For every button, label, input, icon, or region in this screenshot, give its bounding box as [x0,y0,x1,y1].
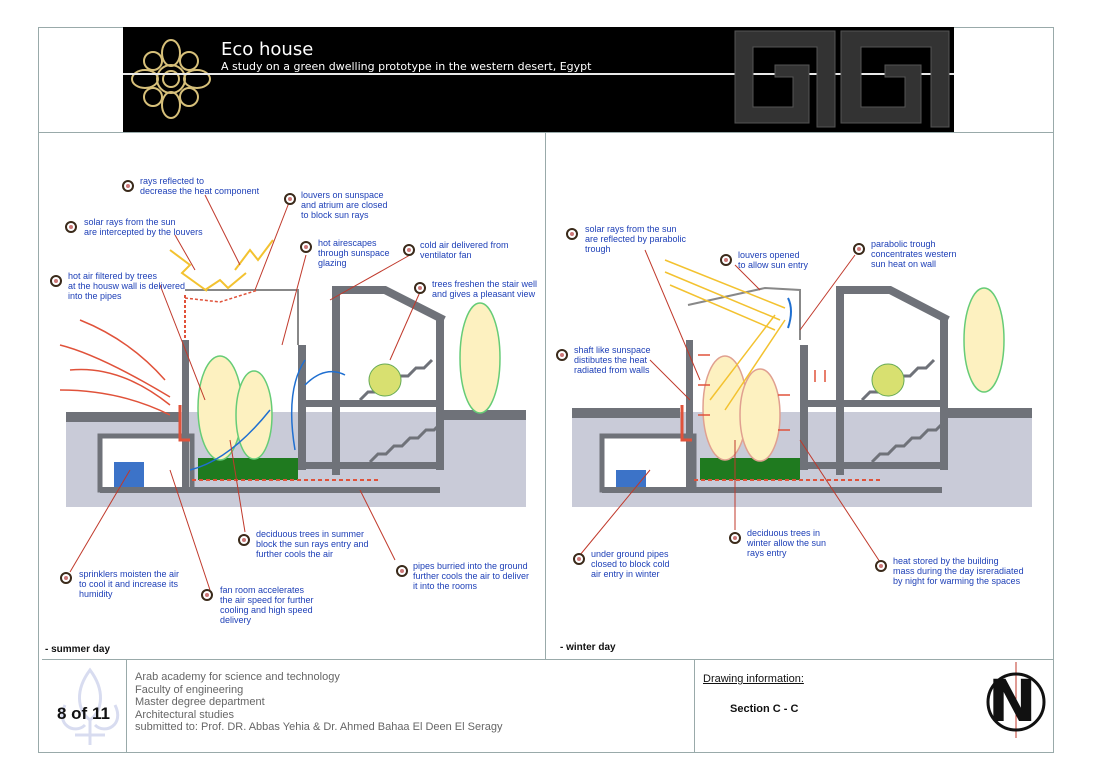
label-deciduous-winter: deciduous trees in winter allow the sun rays entry [747,528,827,558]
target-marker-icon [300,241,312,253]
target-marker-icon [65,221,77,233]
target-marker-icon [556,349,568,361]
label-shaft-sunspace: shaft like sunspace distibutes the heat radiated from walls [574,345,651,375]
label-solar-intercepted: solar rays from the sun are intercepted by the louvers [84,217,203,237]
target-marker-icon [403,244,415,256]
label-louvers-opened: louvers opened to allow sun entry [738,250,809,270]
label-underground-pipes: under ground pipes closed to block cold air entry in winter [591,549,670,579]
label-fan-room: fan room accelerates the air speed for further cooling and high speed delivery [220,585,314,625]
page-title: Eco house [221,39,314,60]
footer-divider-2 [694,659,695,753]
label-parabolic-trough: parabolic trough concentrates western sun heat on wall [871,239,957,269]
target-marker-icon [201,589,213,601]
page-number: 8 of 11 [57,704,110,723]
target-marker-icon [50,275,62,287]
page-subtitle: A study on a green dwelling prototype in the western desert, Egypt [221,60,592,73]
label-pipes-burried: pipes burried into the ground further cools the air to deliver it into the rooms [413,561,530,591]
section-label: Section C - C [730,703,799,715]
label-hot-air-escapes: hot airescapes through sunspace glazing [318,238,390,268]
target-marker-icon [720,254,732,266]
target-marker-icon [853,243,865,255]
label-heat-stored: heat stored by the building mass during the day isreradiated by night for warming the spaces [893,556,1024,586]
label-louvers-closed: louvers on sunspace and atrium are closed to block sun rays [301,190,388,220]
label-sprinklers: sprinklers moisten the air to cool it and increase its humidity [79,569,180,599]
label-solar-reflected: solar rays from the sun are reflected by parabolic trough [585,224,687,254]
summer-caption: - summer day [45,644,111,655]
label-hot-air-filtered: hot air filtered by trees at the housw wall is delivered into the pipes [68,271,186,301]
drawing-information-label: Drawing information: [703,673,804,685]
target-marker-icon [284,193,296,205]
label-trees-freshen: trees freshen the stair well and gives a pleasant view [432,279,538,299]
label-rays-reflected: rays reflected to decrease the heat component [140,176,260,196]
winter-caption: - winter day [560,642,616,653]
target-marker-icon [414,282,426,294]
target-marker-icon [238,534,250,546]
target-marker-icon [729,532,741,544]
target-marker-icon [875,560,887,572]
target-marker-icon [396,565,408,577]
target-marker-icon [566,228,578,240]
institution-info: Arab academy for science and technology Faculty of engineering Master degree department Architectural studies submitted to: Prof. DR. Abbas Yehia & Dr. Ahmed Bahaa El Deen El Seragy [135,671,503,733]
target-marker-icon [60,572,72,584]
target-marker-icon [573,553,585,565]
label-deciduous-summer: deciduous trees in summer block the sun rays entry and further cools the air [256,529,369,559]
target-marker-icon [122,180,134,192]
north-letter: N [988,667,1037,735]
label-cold-air: cold air delivered from ventilator fan [420,240,509,260]
